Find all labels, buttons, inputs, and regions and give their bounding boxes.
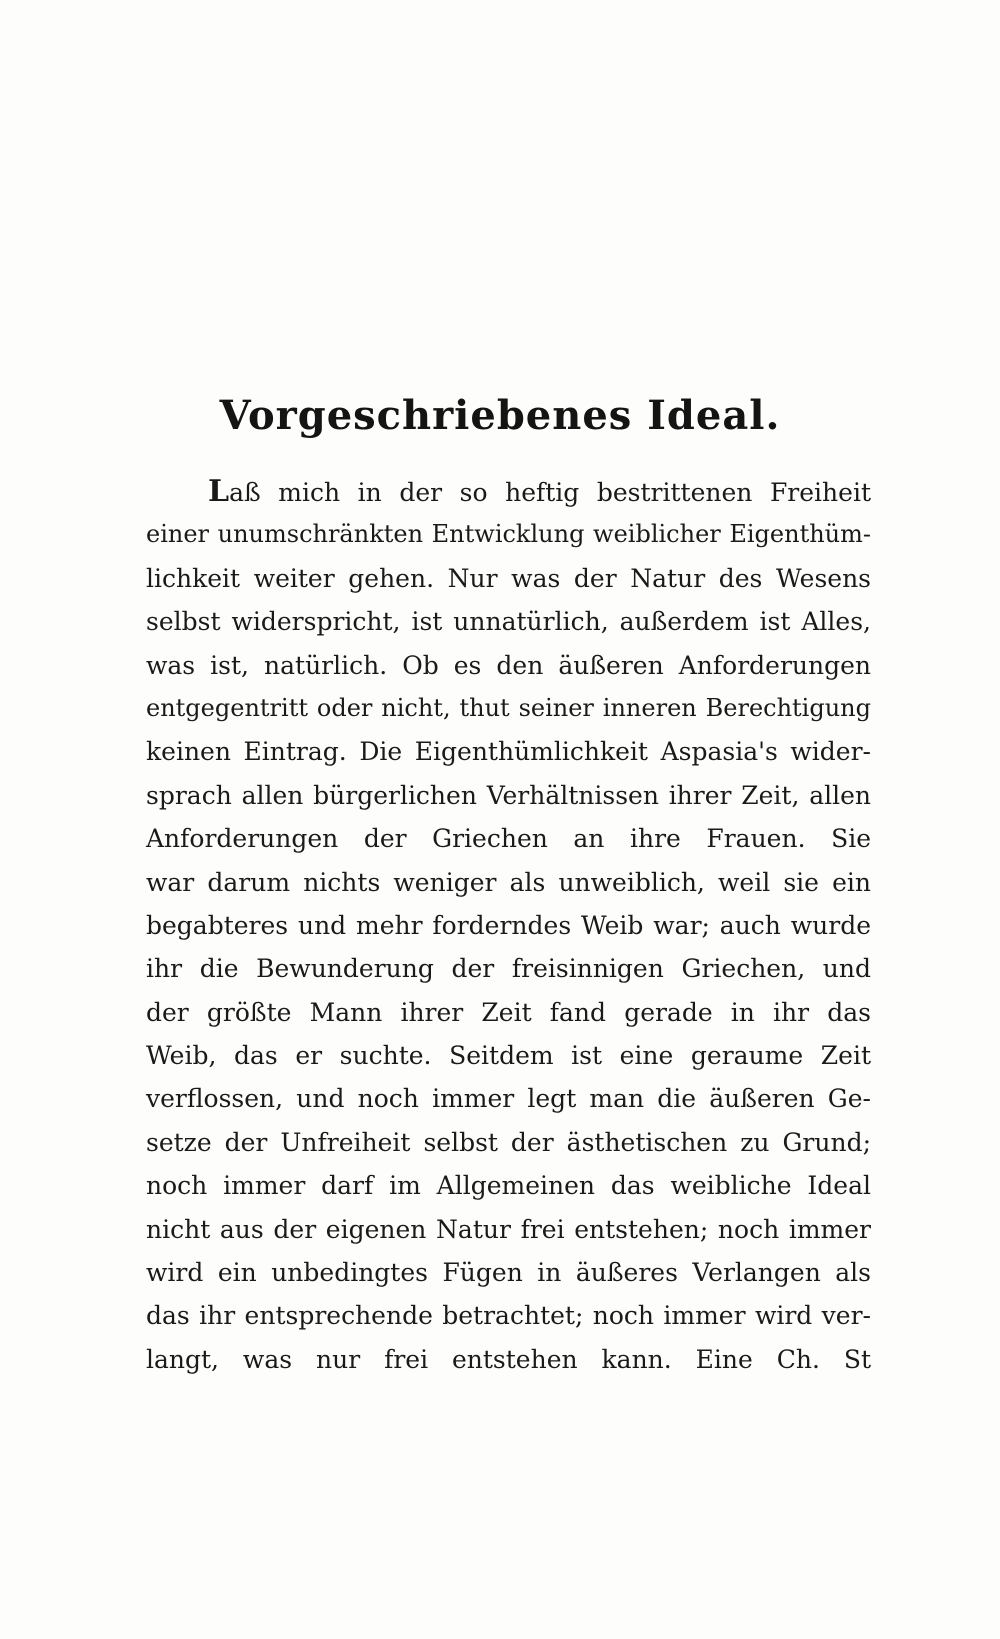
text-line: das ihr entsprechende betrachtet; noch immer wird ver- xyxy=(146,1301,871,1331)
text-line-content: aß mich in der so heftig bestrittenen Freiheit xyxy=(229,478,871,507)
page-title: Vorgeschriebenes Ideal. xyxy=(219,392,781,439)
text-line: noch immer darf im Allgemeinen das weibliche Ideal xyxy=(146,1171,871,1201)
text-line: entgegentritt oder nicht, thut seiner inneren Berechtigung xyxy=(146,693,871,722)
text-line: keinen Eintrag. Die Eigenthümlichkeit Aspasia's wider- xyxy=(146,737,871,767)
text-line: lichkeit weiter gehen. Nur was der Natur des Wesens xyxy=(146,563,871,593)
drop-cap: L xyxy=(208,474,230,509)
text-line: ihr die Bewunderung der freisinnigen Griechen, und xyxy=(146,954,871,984)
text-line: war darum nichts weniger als unweiblich, weil sie ein xyxy=(146,867,871,897)
text-line: Anforderungen der Griechen an ihre Frauen. Sie xyxy=(146,824,871,854)
text-line: verflossen, und noch immer legt man die äußeren Ge- xyxy=(146,1084,871,1114)
text-line: sprach allen bürgerlichen Verhältnissen ihrer Zeit, allen xyxy=(146,780,871,810)
text-line: setze der Unfreiheit selbst der ästhetischen zu Grund; xyxy=(146,1127,871,1157)
text-line: was ist, natürlich. Ob es den äußeren Anforderungen xyxy=(146,650,871,680)
text-line: einer unumschränkten Entwicklung weiblicher Eigenthüm- xyxy=(146,520,871,549)
text-line: der größte Mann ihrer Zeit fand gerade in ihr das xyxy=(146,997,871,1027)
text-line xyxy=(146,470,871,513)
text-line: Weib, das er suchte. Seitdem ist eine geraume Zeit xyxy=(146,1041,871,1071)
text-line: selbst widerspricht, ist unnatürlich, außerdem ist Alles, xyxy=(146,607,871,637)
body-paragraph xyxy=(146,470,871,1381)
text-line: wird ein unbedingtes Fügen in äußeres Verlangen als xyxy=(146,1258,871,1288)
text-line: nicht aus der eigenen Natur frei entstehen; noch immer xyxy=(146,1214,871,1244)
text-line: langt, was nur frei entstehen kann. Eine Ch. St xyxy=(146,1344,871,1374)
text-line: begabteres und mehr forderndes Weib war; auch wurde xyxy=(146,910,871,940)
